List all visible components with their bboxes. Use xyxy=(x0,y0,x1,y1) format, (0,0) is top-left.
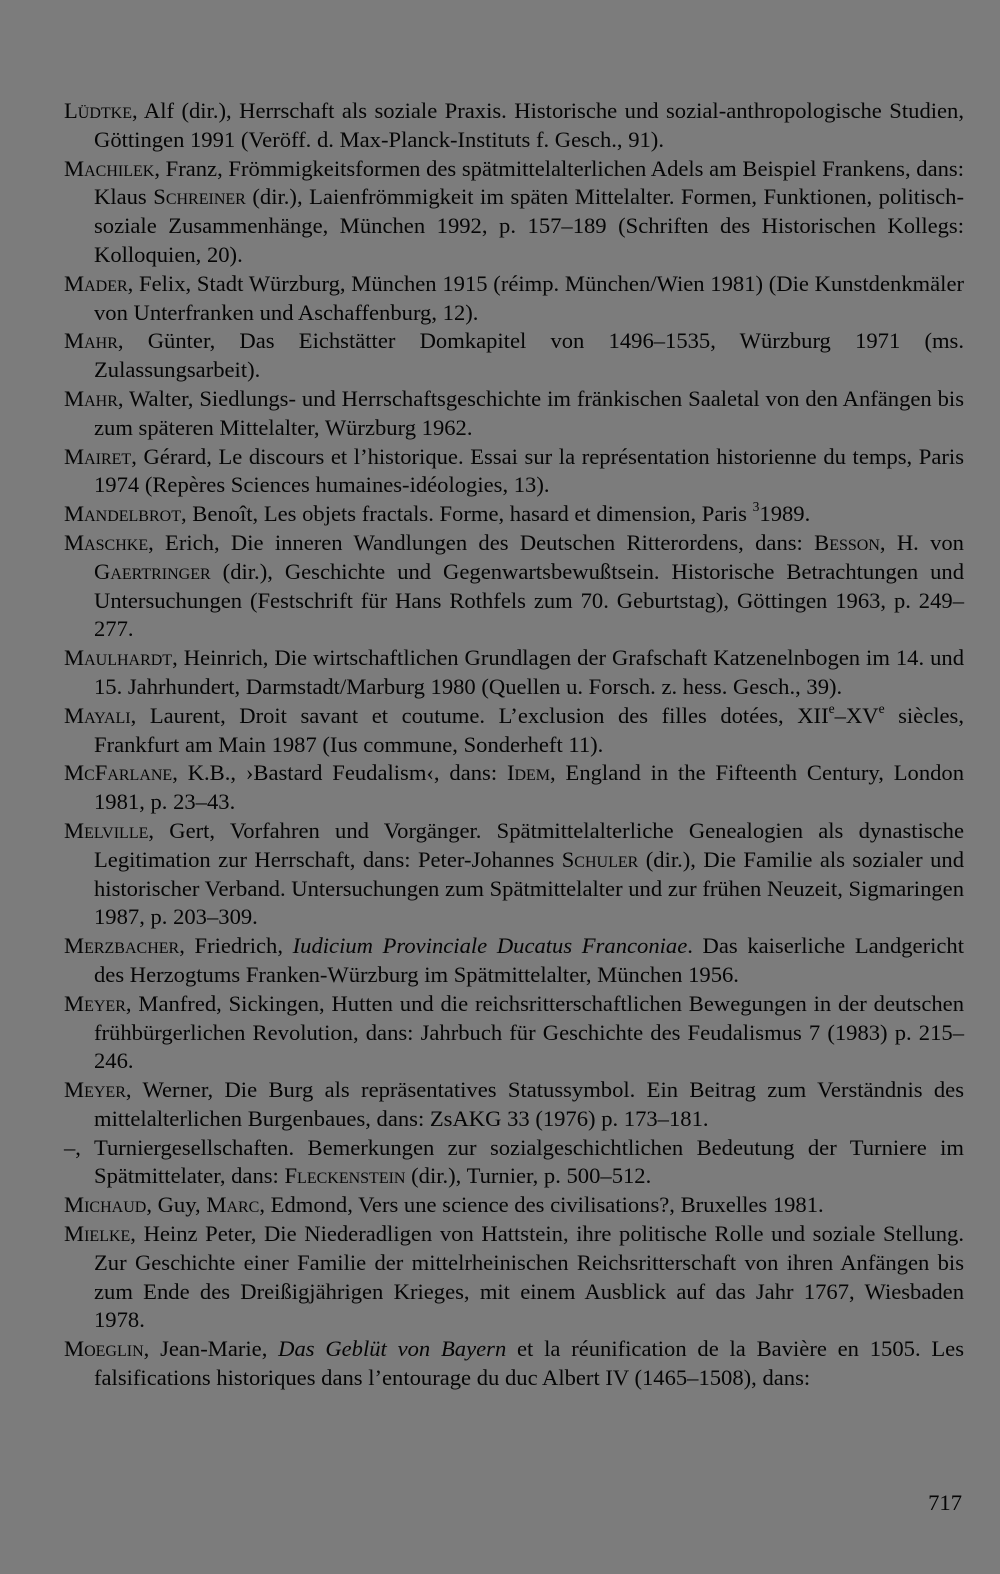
bibliography-entry xyxy=(64,97,964,155)
entry-text: , Heinrich, Die wirtschaftlichen Grundlagen der Grafschaft Katzenelnbogen im 14. und 15. Jahrhundert, Darmstadt/Marburg 1980 (Quellen u. Forsch. z. hess. Gesch., 39). xyxy=(94,645,964,699)
entry-text: siècles, Frankfurt am Main 1987 (Ius commune, Sonderheft 11). xyxy=(94,702,964,757)
bibliography-entry xyxy=(64,1335,964,1393)
entry-text: , Alf (dir.), Herrschaft als soziale Praxis. Historische und sozial-anthropologische Studien, Göttingen 1991 (Veröff. d. Max-Planck-Instituts f. Gesch., 91). xyxy=(94,98,964,152)
author-name: Mandelbrot xyxy=(64,501,181,527)
author-name: Mader xyxy=(64,270,128,296)
bibliography-entry xyxy=(64,270,964,328)
bibliography-entry xyxy=(64,702,964,760)
entry-text: (dir.), Geschichte und Gegenwartsbewußtsein. Historische Betrachtungen und Untersuchungen (Festschrift für Hans Rothfels zum 70. Geburtstag), Göttingen 1963, p. 249–277. xyxy=(94,558,964,642)
entry-text: , England in the Fifteenth Century, London 1981, p. 23–43. xyxy=(94,760,965,815)
author-name: Fleckenstein xyxy=(284,1163,406,1189)
author-name: McFarlane xyxy=(64,760,173,786)
entry-text: , Walter, Siedlungs- und Herrschaftsgeschichte im fränkischen Saaletal von den Anfängen bis zum späteren Mittelalter, Würzburg 1962. xyxy=(94,385,964,440)
author-name: Mahr xyxy=(64,385,118,411)
author-name: Maulhardt xyxy=(64,645,173,671)
bibliography-entry xyxy=(64,529,964,644)
author-name: Merzbacher xyxy=(64,933,180,959)
entry-text: , Benoît, Les objets fractals. Forme, hasard et dimension, Paris xyxy=(180,501,753,527)
entry-text: , Manfred, Sickingen, Hutten und die reichsritterschaftlichen Bewegungen in der deutschen frühbürgerlichen Revolution, dans: Jahrbuch für Geschichte des Feudalismus 7 (1983) p. 215–246. xyxy=(94,990,964,1074)
author-name: Meyer xyxy=(64,1077,126,1103)
bibliography-entry xyxy=(64,932,964,990)
entry-text: , Gert, Vorfahren und Vorgänger. Spätmittelalterliche Genealogien als dynastische Legitimation zur Herrschaft, dans: Peter-Johannes xyxy=(94,817,964,872)
author-name: Maschke xyxy=(64,529,149,555)
entry-text: , Günter, Das Eichstätter Domkapitel von 1496–1535, Würzburg 1971 (ms. Zulassungsarbeit). xyxy=(94,328,964,383)
author-name: Idem xyxy=(506,760,551,786)
entry-text: et la réunification de la Bavière en 1505. Les falsifications historiques dans l’entourage du duc Albert IV (1465–1508), dans: xyxy=(94,1336,964,1391)
entry-text: , Felix, Stadt Würzburg, München 1915 (réimp. München/Wien 1981) (Die Kunstdenkmäler von Unterfranken und Aschaffenburg, 12). xyxy=(94,270,964,325)
author-name: Mielke xyxy=(64,1221,131,1247)
bibliography-entry xyxy=(64,155,964,270)
bibliography-entry xyxy=(64,759,964,817)
superscript: 3 xyxy=(752,499,760,514)
entry-text: (dir.), Turnier, p. 500–512. xyxy=(405,1163,652,1189)
entry-text: , K.B., ›Bastard Feudalism‹, dans: xyxy=(172,760,507,786)
page-number: 717 xyxy=(928,1490,962,1515)
author-name: Melville xyxy=(64,817,149,843)
author-name: Moeglin xyxy=(64,1336,144,1362)
author-name: Meyer xyxy=(64,990,126,1016)
bibliography-entry xyxy=(64,644,964,702)
entry-text: 1989. xyxy=(759,501,811,527)
bibliography-entry xyxy=(64,1191,964,1220)
entry-text: –, Turniergesellschaften. Bemerkungen zur sozialgeschichtlichen Bedeutung der Turniere im Spätmittelater, dans: xyxy=(64,1134,964,1189)
entry-text: –XV xyxy=(834,702,879,728)
entry-text: , Erich, Die inneren Wandlungen des Deutschen Ritterordens, dans: xyxy=(148,529,815,555)
author-name: Mairet xyxy=(64,443,132,469)
entry-text: , Werner, Die Burg als repräsentatives Statussymbol. Ein Beitrag zum Verständnis des mittelalterlichen Burgenbaues, dans: ZsAKG 33 (1976) p. 173–181. xyxy=(94,1077,964,1131)
bibliography-entry xyxy=(64,990,964,1076)
author-name: Michaud xyxy=(64,1192,147,1218)
entry-text: , Friedrich, xyxy=(179,933,293,959)
italic-title: Das Geblüt von Bayern xyxy=(278,1336,507,1362)
entry-text: , H. von xyxy=(879,529,964,555)
entry-text: (dir.), Laienfrömmigkeit im späten Mittelalter. Formen, Funktionen, politisch-soziale Zusammenhänge, München 1992, p. 157–189 (Schriften des Historischen Kollegs: Kolloquien, 20). xyxy=(94,184,964,267)
bibliography-list xyxy=(64,97,964,1393)
entry-text: , Jean-Marie, xyxy=(143,1336,279,1362)
entry-text: , Gérard, Le discours et l’historique. Essai sur la représentation historienne du temps, Paris 1974 (Repères Sciences humaines-idéologies, 13). xyxy=(94,443,964,498)
author-name: Schreiner xyxy=(153,184,246,210)
bibliography-entry xyxy=(64,327,964,385)
entry-text: , Heinz Peter, Die Niederadligen von Hattstein, ihre politische Rolle und soziale Stellung. Zur Geschichte einer Familie der mittelrheinischen Reichsritterschaft von ihren Anfängen bis zum Ende des Dreißigjährigen Krieges, mit einem Ausblick auf das Jahr 1767, Wiesbaden 1978. xyxy=(94,1221,964,1333)
superscript: e xyxy=(828,700,835,716)
superscript: e xyxy=(878,700,885,716)
author-name: Lüdtke xyxy=(64,98,133,123)
bibliography-entry xyxy=(64,500,964,529)
entry-text: , Laurent, Droit savant et coutume. L’exclusion des filles dotées, XII xyxy=(130,702,829,728)
bibliography-entry xyxy=(64,385,964,443)
author-name: Gaertringer xyxy=(94,558,211,584)
author-name: Machilek xyxy=(64,155,155,181)
entry-text: . Das kaiserliche Landgericht des Herzogtums Franken-Würzburg im Spätmittelalter, München 1956. xyxy=(94,933,964,987)
italic-title: Iudicium Provinciale Ducatus Franconiae xyxy=(292,933,688,959)
bibliography-entry xyxy=(64,1134,964,1192)
entry-text: , Edmond, Vers une science des civilisations?, Bruxelles 1981. xyxy=(259,1192,824,1218)
entry-text: , Guy, xyxy=(146,1192,207,1218)
entry-text: , Franz, Frömmigkeitsformen des spätmittelalterlichen Adels am Beispiel Frankens, dans: Klaus xyxy=(94,155,964,210)
author-name: Mayali xyxy=(64,702,131,728)
entry-text: (dir.), Die Familie als sozialer und historischer Verband. Untersuchungen zum Spätmittelalter und zur frühen Neuzeit, Sigmaringen 1987, p. 203–309. xyxy=(94,846,964,930)
bibliography-entry xyxy=(64,1076,964,1134)
bibliography-entry xyxy=(64,1220,964,1335)
author-name: Mahr xyxy=(64,328,118,354)
author-name: Besson xyxy=(814,529,880,555)
author-name: Schuler xyxy=(561,846,639,872)
author-name: Marc xyxy=(206,1192,260,1218)
bibliography-entry xyxy=(64,443,964,501)
bibliography-entry xyxy=(64,817,964,932)
